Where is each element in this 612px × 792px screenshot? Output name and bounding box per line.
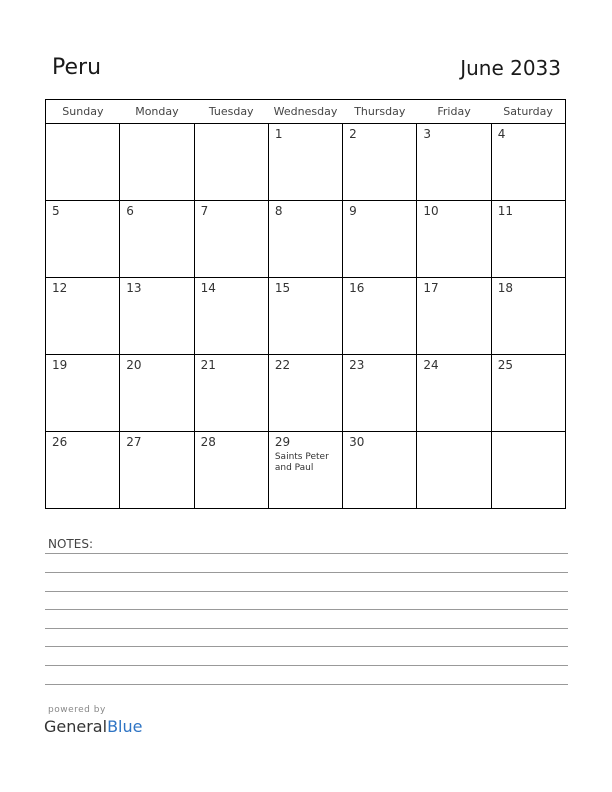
day-number: 1 (274, 127, 283, 141)
day-number: 4 (497, 127, 506, 141)
note-line (45, 609, 568, 610)
day-cell (343, 355, 417, 432)
weekday-wednesday: Wednesday (268, 100, 342, 124)
day-number: 9 (349, 204, 357, 218)
day-cell (491, 355, 565, 432)
note-line (45, 665, 568, 666)
day-number: 8 (274, 204, 283, 218)
day-cell (46, 432, 120, 509)
brand-blue: Blue (107, 717, 143, 736)
day-number: 10 (423, 204, 439, 218)
holiday-label: Saints Peter and Paul (274, 452, 329, 473)
day-number: 30 (349, 435, 365, 449)
day-cell (343, 278, 417, 355)
day-cell (268, 278, 342, 355)
weekday-saturday: Saturday (491, 100, 565, 124)
day-number: 2 (349, 127, 357, 141)
day-number: 15 (274, 281, 291, 295)
day-cell (120, 355, 194, 432)
weekday-header (46, 100, 566, 124)
day-number: 19 (52, 358, 68, 372)
week-row (46, 201, 566, 278)
day-number: 24 (423, 358, 439, 372)
day-cell (268, 124, 342, 201)
week-row (46, 124, 566, 201)
day-cell (46, 201, 120, 278)
day-cell (268, 432, 342, 509)
day-cell (120, 432, 194, 509)
country-title: Peru (52, 55, 102, 80)
day-number: 29 (274, 435, 291, 449)
notes-label: NOTES: (48, 537, 93, 551)
month-title: June 2033 (460, 56, 561, 80)
day-cell (417, 355, 491, 432)
day-number: 6 (126, 204, 134, 218)
day-cell (343, 432, 417, 509)
day-number: 12 (52, 281, 68, 295)
day-cell (46, 124, 120, 201)
note-line (45, 684, 568, 685)
day-number: 28 (200, 435, 216, 449)
day-number: 17 (423, 281, 439, 295)
day-number: 23 (349, 358, 365, 372)
day-number: 14 (200, 281, 216, 295)
day-number: 7 (200, 204, 209, 218)
day-cell (343, 201, 417, 278)
day-cell (417, 201, 491, 278)
day-number: 20 (126, 358, 142, 372)
day-cell (268, 201, 342, 278)
weekday-sunday: Sunday (46, 100, 120, 124)
day-number: 11 (497, 204, 513, 218)
day-number: 27 (126, 435, 142, 449)
day-number: 16 (349, 281, 365, 295)
note-line (45, 572, 568, 573)
week-row (46, 432, 566, 509)
brand-general: General (44, 717, 108, 736)
day-cell (120, 278, 194, 355)
day-number: 13 (126, 281, 142, 295)
day-cell (194, 355, 268, 432)
day-cell (417, 278, 491, 355)
powered-by-text: powered by (48, 705, 106, 715)
day-cell (491, 201, 565, 278)
week-row (46, 355, 566, 432)
day-number: 18 (497, 281, 513, 295)
day-cell (417, 432, 491, 509)
weekday-monday: Monday (120, 100, 194, 124)
week-row (46, 278, 566, 355)
day-cell (491, 278, 565, 355)
day-cell (120, 201, 194, 278)
day-cell (46, 278, 120, 355)
day-cell (194, 278, 268, 355)
day-number: 26 (52, 435, 68, 449)
day-cell (343, 124, 417, 201)
weekday-tuesday: Tuesday (194, 100, 268, 124)
day-number: 22 (274, 358, 291, 372)
day-cell (194, 201, 268, 278)
day-cell (491, 432, 565, 509)
note-line (45, 646, 568, 647)
day-cell (417, 124, 491, 201)
brand-logo (44, 717, 142, 736)
day-number: 5 (52, 204, 60, 218)
day-cell (194, 124, 268, 201)
day-cell (46, 355, 120, 432)
day-number: 25 (497, 358, 513, 372)
day-number: 3 (423, 127, 432, 141)
day-cell (194, 432, 268, 509)
note-line (45, 628, 568, 629)
day-cell (491, 124, 565, 201)
weekday-friday: Friday (417, 100, 491, 124)
day-number: 21 (200, 358, 216, 372)
calendar-body (46, 124, 566, 509)
calendar-grid (45, 99, 566, 509)
weekday-thursday: Thursday (343, 100, 417, 124)
note-line (45, 591, 568, 592)
note-line (45, 553, 568, 554)
day-cell (120, 124, 194, 201)
day-cell (268, 355, 342, 432)
